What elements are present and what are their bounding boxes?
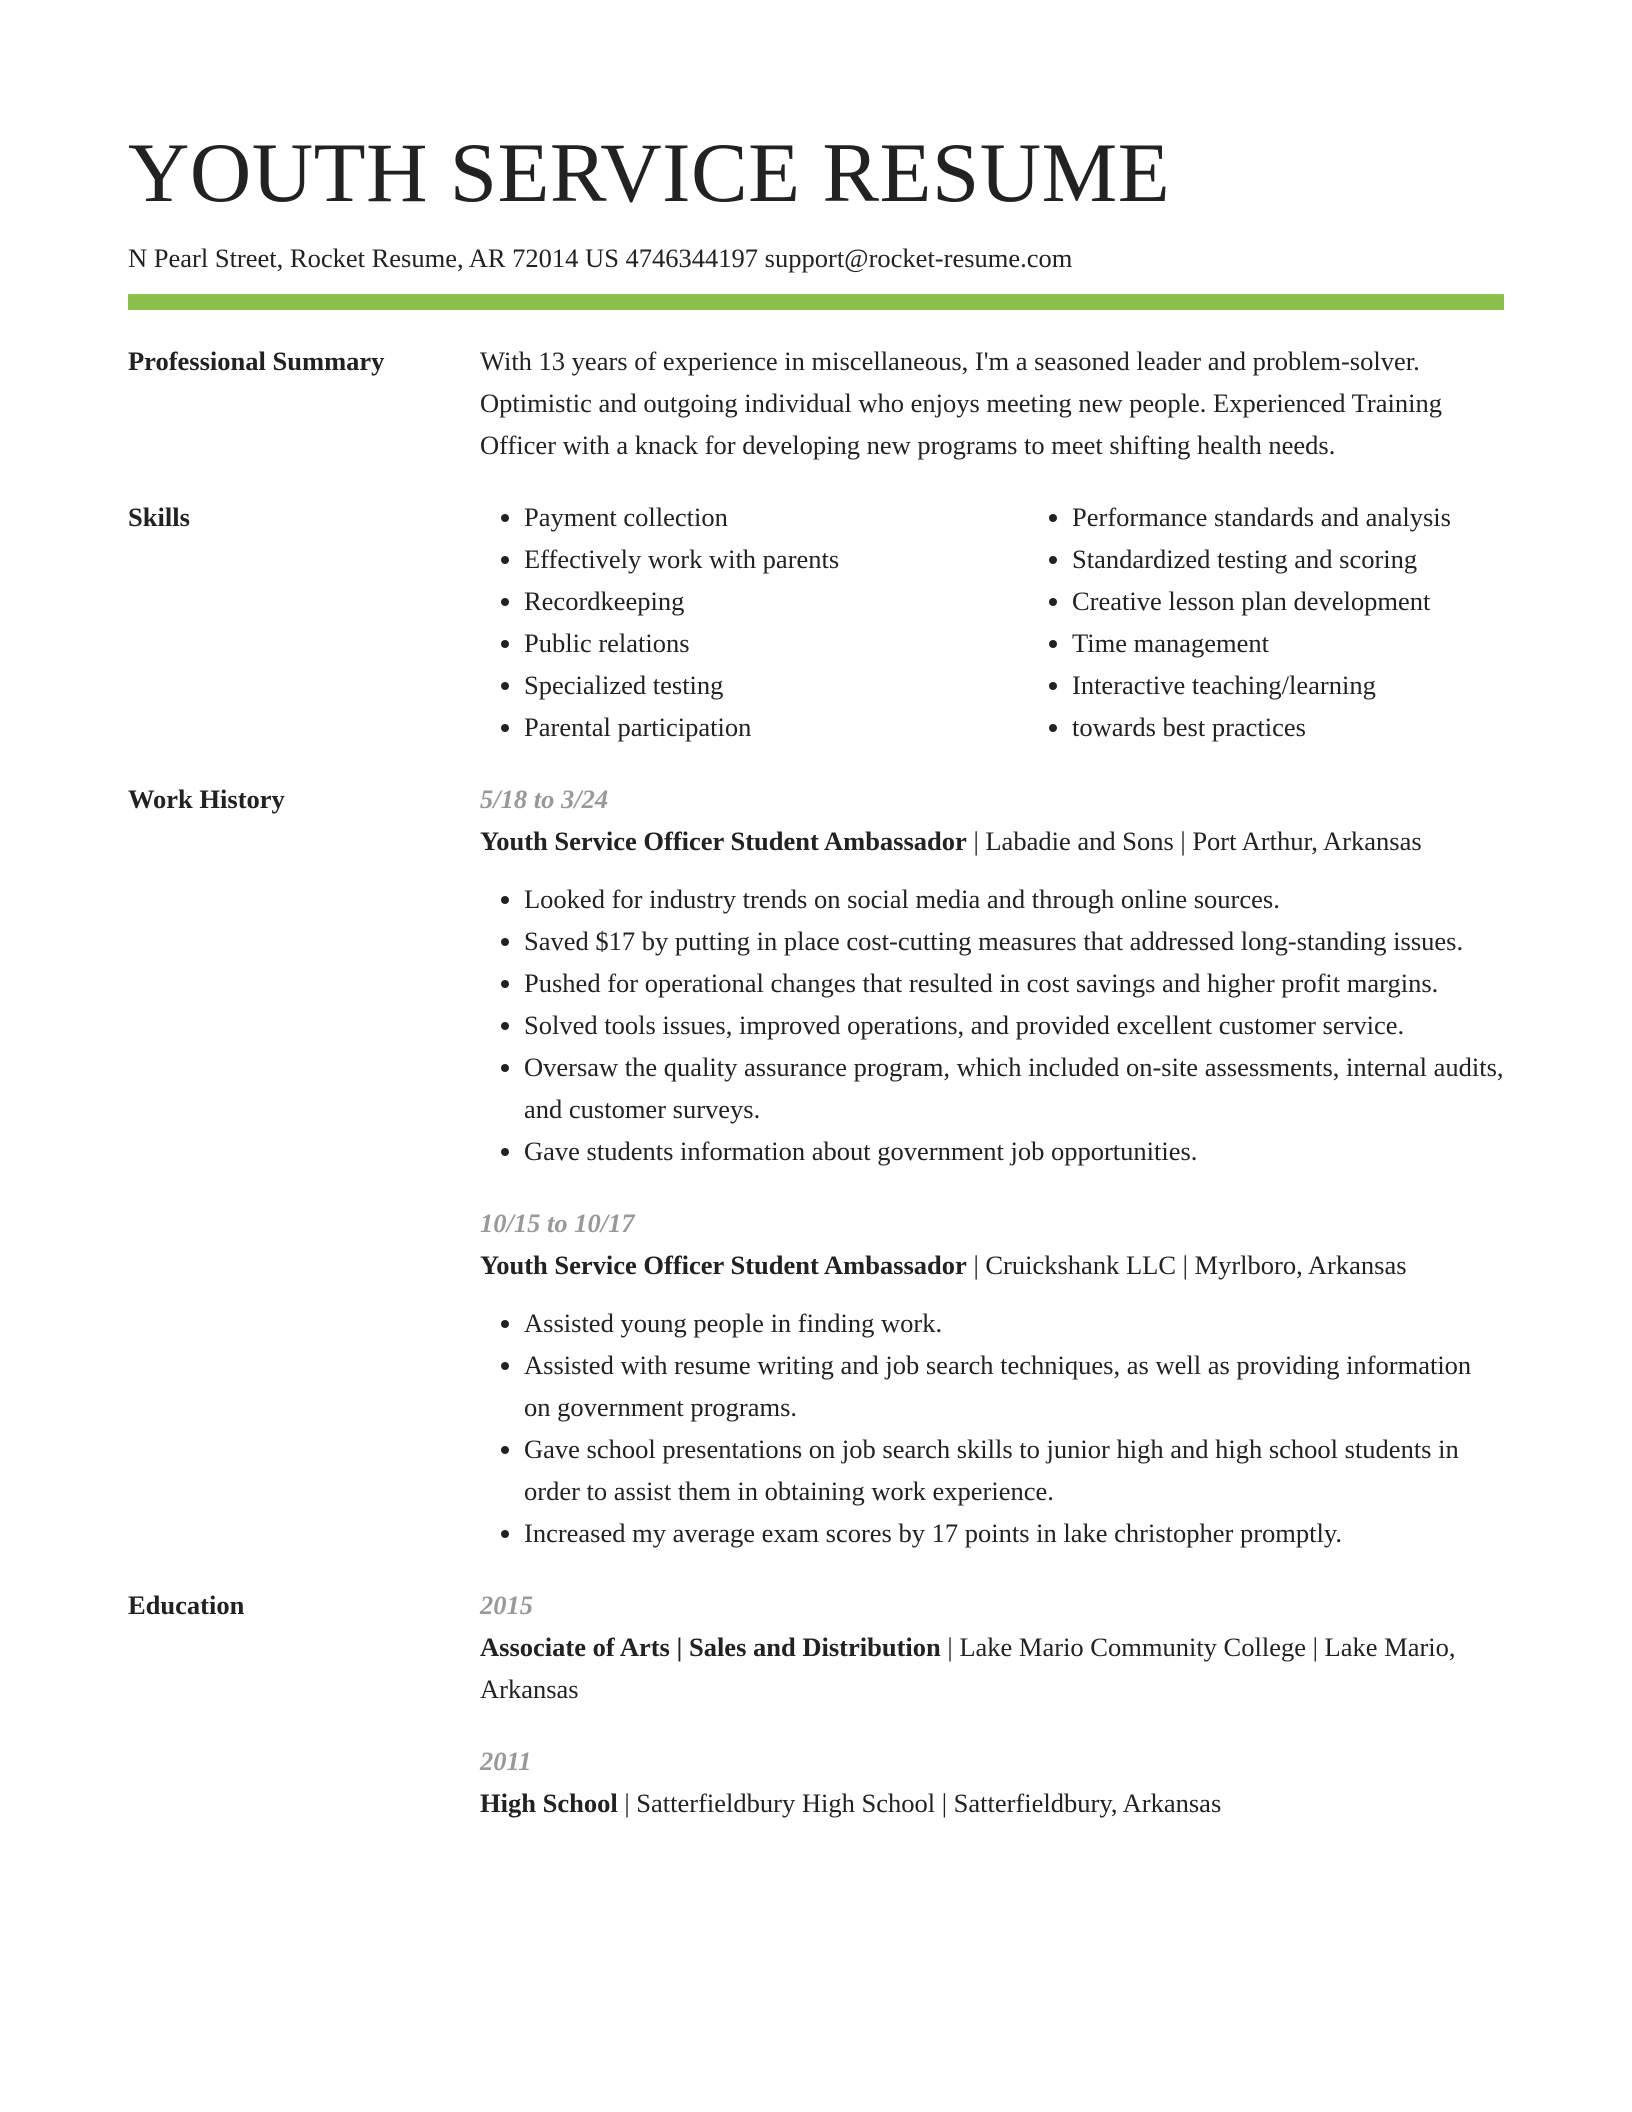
education-year: 2011 xyxy=(480,1746,532,1776)
job-bullet: • Gave school presentations on job search skills to junior high and high school students in order to assist them in obtaining work experience. xyxy=(524,1428,1504,1512)
skill-item: • Parental participation xyxy=(524,706,1028,748)
job-title: Youth Service Officer Student Ambassador xyxy=(480,826,967,856)
education-degree: High School xyxy=(480,1788,618,1818)
skill-item: • Specialized testing xyxy=(524,664,1028,706)
job-entry xyxy=(480,778,1504,1172)
section-label-summary: Professional Summary xyxy=(128,346,385,376)
skill-item: • Time management xyxy=(1072,622,1576,664)
job-heading xyxy=(480,1244,1504,1286)
education-entry xyxy=(480,1740,1504,1824)
job-details: | Labadie and Sons | Port Arthur, Arkansas xyxy=(966,826,1422,856)
resume-page xyxy=(128,118,1504,1824)
skill-item: • Creative lesson plan development xyxy=(1072,580,1576,622)
skill-item: • Public relations xyxy=(524,622,1028,664)
job-bullet: • Oversaw the quality assurance program, which included on-site assessments, internal audits, and customer surveys. xyxy=(524,1046,1504,1130)
job-details: | Cruickshank LLC | Myrlboro, Arkansas xyxy=(966,1250,1407,1280)
section-label-work: Work History xyxy=(128,784,285,814)
job-bullet: • Assisted with resume writing and job search techniques, as well as providing information on government programs. xyxy=(524,1344,1504,1428)
education-degree: Associate of Arts | Sales and Distribution xyxy=(480,1632,941,1662)
job-entry xyxy=(480,1202,1504,1554)
job-title: Youth Service Officer Student Ambassador xyxy=(480,1250,967,1280)
skill-item: • Standardized testing and scoring xyxy=(1072,538,1576,580)
job-bullet: • Saved $17 by putting in place cost-cutting measures that addressed long-standing issues. xyxy=(524,920,1504,962)
education-details: | Satterfieldbury High School | Satterfieldbury, Arkansas xyxy=(617,1788,1222,1818)
job-bullet: • Assisted young people in finding work. xyxy=(524,1302,1504,1344)
job-bullet: • Pushed for operational changes that resulted in cost savings and higher profit margins. xyxy=(524,962,1504,1004)
skill-item: • Interactive teaching/learning xyxy=(1072,664,1576,706)
job-bullet-list xyxy=(480,1302,1504,1554)
section-label-education: Education xyxy=(128,1590,245,1620)
skills-section xyxy=(128,496,1504,748)
skill-item: • Recordkeeping xyxy=(524,580,1028,622)
education-details: | Lake Mario Community College | Lake Mario, Arkansas xyxy=(480,1632,1456,1704)
job-bullet-list xyxy=(480,878,1504,1172)
skills-list-left xyxy=(480,496,1028,748)
job-bullet: • Looked for industry trends on social media and through online sources. xyxy=(524,878,1504,920)
education-heading xyxy=(480,1626,1504,1710)
skill-item: • Payment collection xyxy=(524,496,1028,538)
education-section xyxy=(128,1584,1504,1824)
skill-item: • Performance standards and analysis xyxy=(1072,496,1576,538)
education-year: 2015 xyxy=(480,1590,533,1620)
skill-item: • towards best practices xyxy=(1072,706,1576,748)
job-dates: 5/18 to 3/24 xyxy=(480,784,609,814)
skill-item: • Effectively work with parents xyxy=(524,538,1028,580)
work-history-section xyxy=(128,778,1504,1554)
contact-line: N Pearl Street, Rocket Resume, AR 72014 US 4746344197 support@rocket-resume.com xyxy=(128,243,1073,273)
job-bullet: • Increased my average exam scores by 17 points in lake christopher promptly. xyxy=(524,1512,1504,1554)
summary-text: With 13 years of experience in miscellaneous, I'm a seasoned leader and problem-solver. Optimistic and outgoing individual who enjoys meeting new people. Experienced Training Officer with a knack for developing new programs to meet shifting health needs. xyxy=(480,346,1442,460)
skills-list-right xyxy=(1028,496,1576,748)
accent-divider xyxy=(128,294,1504,310)
summary-section xyxy=(128,340,1504,466)
education-entry xyxy=(480,1584,1504,1710)
job-heading xyxy=(480,820,1504,862)
resume-title: YOUTH SERVICE RESUME xyxy=(128,126,1171,220)
job-dates: 10/15 to 10/17 xyxy=(480,1208,635,1238)
job-bullet: • Gave students information about government job opportunities. xyxy=(524,1130,1504,1172)
education-heading xyxy=(480,1782,1504,1824)
job-bullet: • Solved tools issues, improved operations, and provided excellent customer service. xyxy=(524,1004,1504,1046)
section-label-skills: Skills xyxy=(128,502,190,532)
